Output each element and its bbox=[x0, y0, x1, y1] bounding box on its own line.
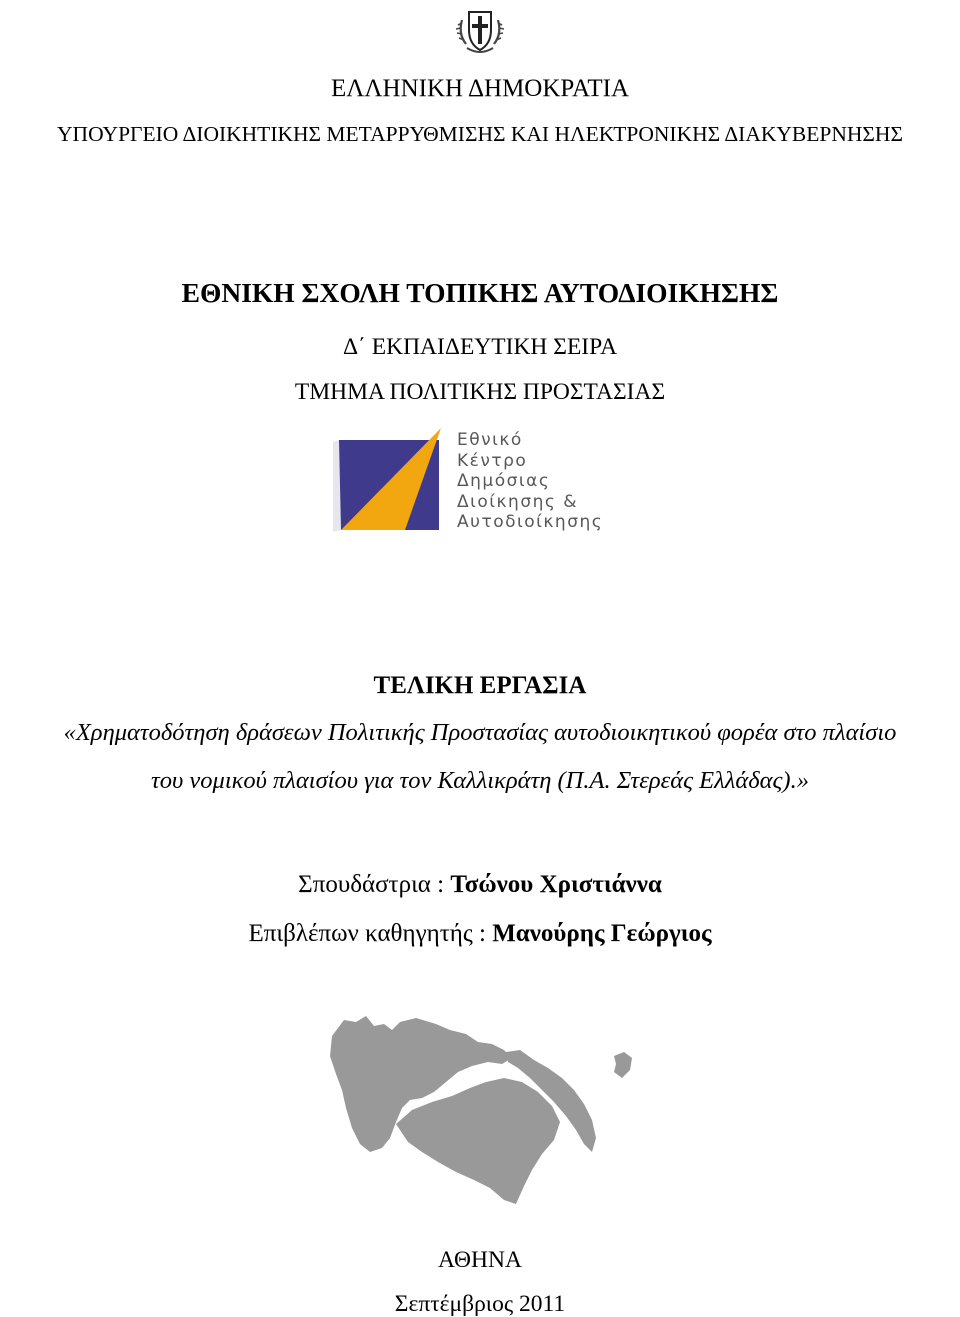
thesis-title-line1: «Χρηματοδότηση δράσεων Πολιτικής Προστασίας αυτοδιοικητικού φορέα στο πλαίσιο bbox=[63, 719, 897, 746]
school-name: ΕΘΝΙΚΗ ΣΧΟΛΗ ΤΟΠΙΚΗΣ ΑΥΤΟΔΙΟΙΚΗΣΗΣ bbox=[181, 277, 779, 308]
student-line bbox=[0, 872, 960, 897]
student-name: Τσώνου Χριστιάννα bbox=[450, 871, 662, 898]
greek-emblem-icon bbox=[453, 4, 507, 58]
skyros-island bbox=[614, 1052, 632, 1078]
ekdda-logo-mark bbox=[333, 428, 443, 532]
sterea-ellada-map bbox=[326, 1012, 636, 1208]
supervisor-name: Μανούρης Γεώργιος bbox=[492, 920, 712, 947]
thesis-heading: ΤΕΛΙΚΗ ΕΡΓΑΣΙΑ bbox=[373, 672, 587, 699]
series-label: Δ΄ ΕΚΠΑΙΔΕΥΤΙΚΗ ΣΕΙΡΑ bbox=[342, 334, 618, 360]
supervisor-label: Επιβλέπων καθηγητής : bbox=[248, 920, 493, 947]
department-label: ΤΜΗΜΑ ΠΟΛΙΤΙΚΗΣ ΠΡΟΣΤΑΣΙΑΣ bbox=[294, 379, 666, 405]
date-label: Σεπτέμβριος 2011 bbox=[394, 1291, 566, 1317]
student-label: Σπουδάστρια : bbox=[298, 871, 451, 898]
republic-heading: ΕΛΛΗΝΙΚΗ ΔΗΜΟΚΡΑΤΙΑ bbox=[331, 75, 629, 102]
thesis-title-line2: του νομικού πλαισίου για τον Καλλικράτη (Π.Α. Στερεάς Ελλάδας).» bbox=[151, 767, 809, 794]
supervisor-line bbox=[0, 921, 960, 946]
ekdda-logo-text: Εθνικό Κέντρο Δημόσιας Διοίκησης & Αυτοδιοίκησης bbox=[457, 430, 604, 532]
ministry-heading: ΥΠΟΥΡΓΕΙΟ ΔΙΟΙΚΗΤΙΚΗΣ ΜΕΤΑΡΡΥΘΜΙΣΗΣ ΚΑΙ ΗΛΕΚΤΡΟΝΙΚΗΣ ΔΙΑΚΥΒΕΡΝΗΣΗΣ bbox=[57, 122, 903, 146]
city-label: ΑΘΗΝΑ bbox=[438, 1247, 522, 1273]
